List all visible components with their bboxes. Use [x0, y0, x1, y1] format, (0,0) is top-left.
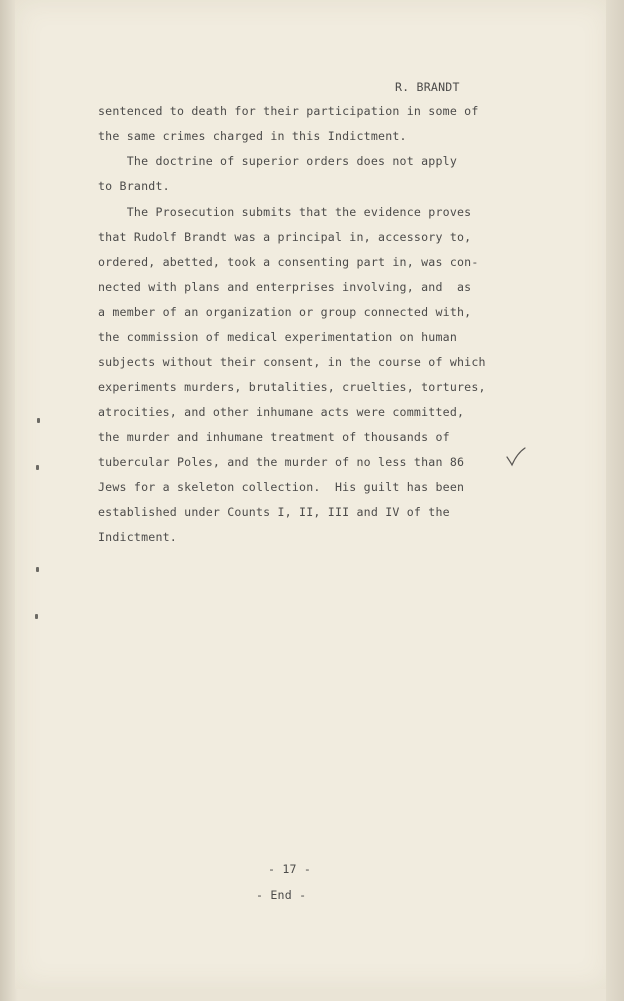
body-line: ordered, abetted, took a consenting part in, was con- — [98, 255, 479, 269]
punch-mark — [35, 614, 38, 619]
body-line: the same crimes charged in this Indictment. — [98, 129, 407, 143]
page-number: - 17 - — [268, 862, 312, 876]
end-marker: - End - — [256, 888, 307, 902]
punch-mark — [37, 418, 40, 423]
body-line: established under Counts I, II, III and IV of the — [98, 505, 450, 519]
body-line: the murder and inhumane treatment of thousands of — [98, 430, 450, 444]
body-line: tubercular Poles, and the murder of no less than 86 — [98, 455, 465, 469]
right-page-edge — [606, 0, 624, 1001]
check-mark-icon — [505, 446, 527, 468]
body-line: to Brandt. — [98, 179, 170, 193]
body-line: that Rudolf Brandt was a principal in, accessory to, — [98, 230, 472, 244]
body-line: experiments murders, brutalities, cruelties, tortures, — [98, 380, 486, 394]
body-line: Jews for a skeleton collection. His guilt has been — [98, 480, 465, 494]
running-head: R. BRANDT — [395, 80, 460, 94]
body-line: a member of an organization or group connected with, — [98, 305, 472, 319]
body-line: nected with plans and enterprises involving, and as — [98, 280, 472, 294]
body-line: The Prosecution submits that the evidence proves — [98, 205, 472, 219]
body-line: Indictment. — [98, 530, 177, 544]
punch-mark — [36, 567, 39, 572]
punch-mark — [36, 465, 39, 470]
body-line: atrocities, and other inhumane acts were committed, — [98, 405, 465, 419]
body-line: the commission of medical experimentation on human — [98, 330, 458, 344]
body-line: The doctrine of superior orders does not apply — [98, 154, 458, 168]
body-line: subjects without their consent, in the course of which — [98, 355, 486, 369]
document-page — [15, 0, 610, 989]
body-line: sentenced to death for their participation in some of — [98, 104, 479, 118]
